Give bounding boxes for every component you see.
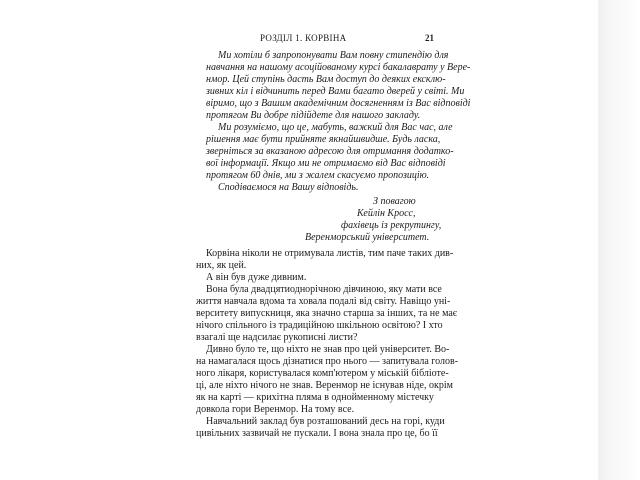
body-line: них, як цей.	[196, 260, 247, 271]
letter-line: протягом 60 днів, ми з жалем скасуємо пропозицію.	[206, 170, 430, 181]
body-line: ного лікаря, користувалася комп'ютером у міській бібліоте-	[196, 368, 449, 379]
body-line: Корвіна ніколи не отримувала листів, тим паче таких див-	[206, 248, 454, 259]
body-line: взагалі ще надсилає рукописні листи?	[196, 332, 358, 343]
letter-line: вої інформації. Якщо ми не отримаємо від Вас відповіді	[206, 158, 446, 169]
body-line: А він був дуже дивним.	[206, 272, 307, 283]
letter-line: нмор. Цей ступінь дасть Вам доступ до деяких ексклю-	[206, 74, 446, 85]
body-line: Дивно було те, що ніхто не знав про цей університет. Во-	[206, 344, 450, 355]
letter-line: Ми хотіли б запропонувати Вам повну стипендію для	[218, 50, 449, 61]
letter-line: зверніться за вказаною адресою для отримання додатко-	[206, 146, 454, 157]
letter-line: рішення має бути прийняте якнайшвидше. Будь ласка,	[206, 134, 441, 145]
letter-line: віримо, що з Вашим академічним досягненням із Вас відповіді	[206, 98, 471, 109]
signature-line: Кейлін Кросс,	[357, 208, 416, 219]
body-line: Навчальний заклад був розташований десь на горі, куди	[206, 416, 445, 427]
body-line: довкола гори Веренмор. На тому все.	[196, 404, 355, 415]
body-line: як на карті — крихітна пляма в однойменному містечку	[196, 392, 434, 403]
signature-line: З повагою	[373, 196, 416, 207]
signature-line: фахівець із рекрутингу,	[341, 220, 442, 231]
letter-line: навчання на нашому асоційованому курсі бакалаврату у Вере-	[206, 62, 471, 73]
body-line: на намагалася щось дізнатися про нього — запитувала голов-	[196, 356, 459, 367]
body-line: Вона була двадцятиоднорічною дівчиною, яку мати все	[206, 284, 442, 295]
signature-line: Веренморський університет.	[305, 232, 430, 243]
page-number: 21	[425, 33, 434, 43]
letter-line: Сподіваємося на Вашу відповідь.	[218, 182, 359, 193]
chapter-running-head: РОЗДІЛ 1. КОРВІНА	[260, 33, 347, 43]
body-line: життя навчала вдома та ховала подалі від світу. Навіщо уні-	[196, 296, 451, 307]
letter-line: зивних кіл і відчинить перед Вами багато дверей у світі. Ми	[206, 86, 465, 97]
body-line: нічого спільного із традиційною шкільною освітою? І хто	[196, 320, 443, 331]
letter-line: протягом Ви добре підійдете для нашого закладу.	[206, 110, 421, 121]
body-line: верситету випускниця, яка значно старша за інших, та не має	[196, 308, 458, 319]
body-line: ці, але ніхто нічого не знав. Веренмор не існував ніде, окрім	[196, 380, 453, 391]
letter-line: Ми розуміємо, що це, мабуть, важкий для Вас час, але	[218, 122, 453, 133]
body-line: цивільних зазвичай не пускали. І вона знала про це, бо її	[196, 428, 438, 439]
